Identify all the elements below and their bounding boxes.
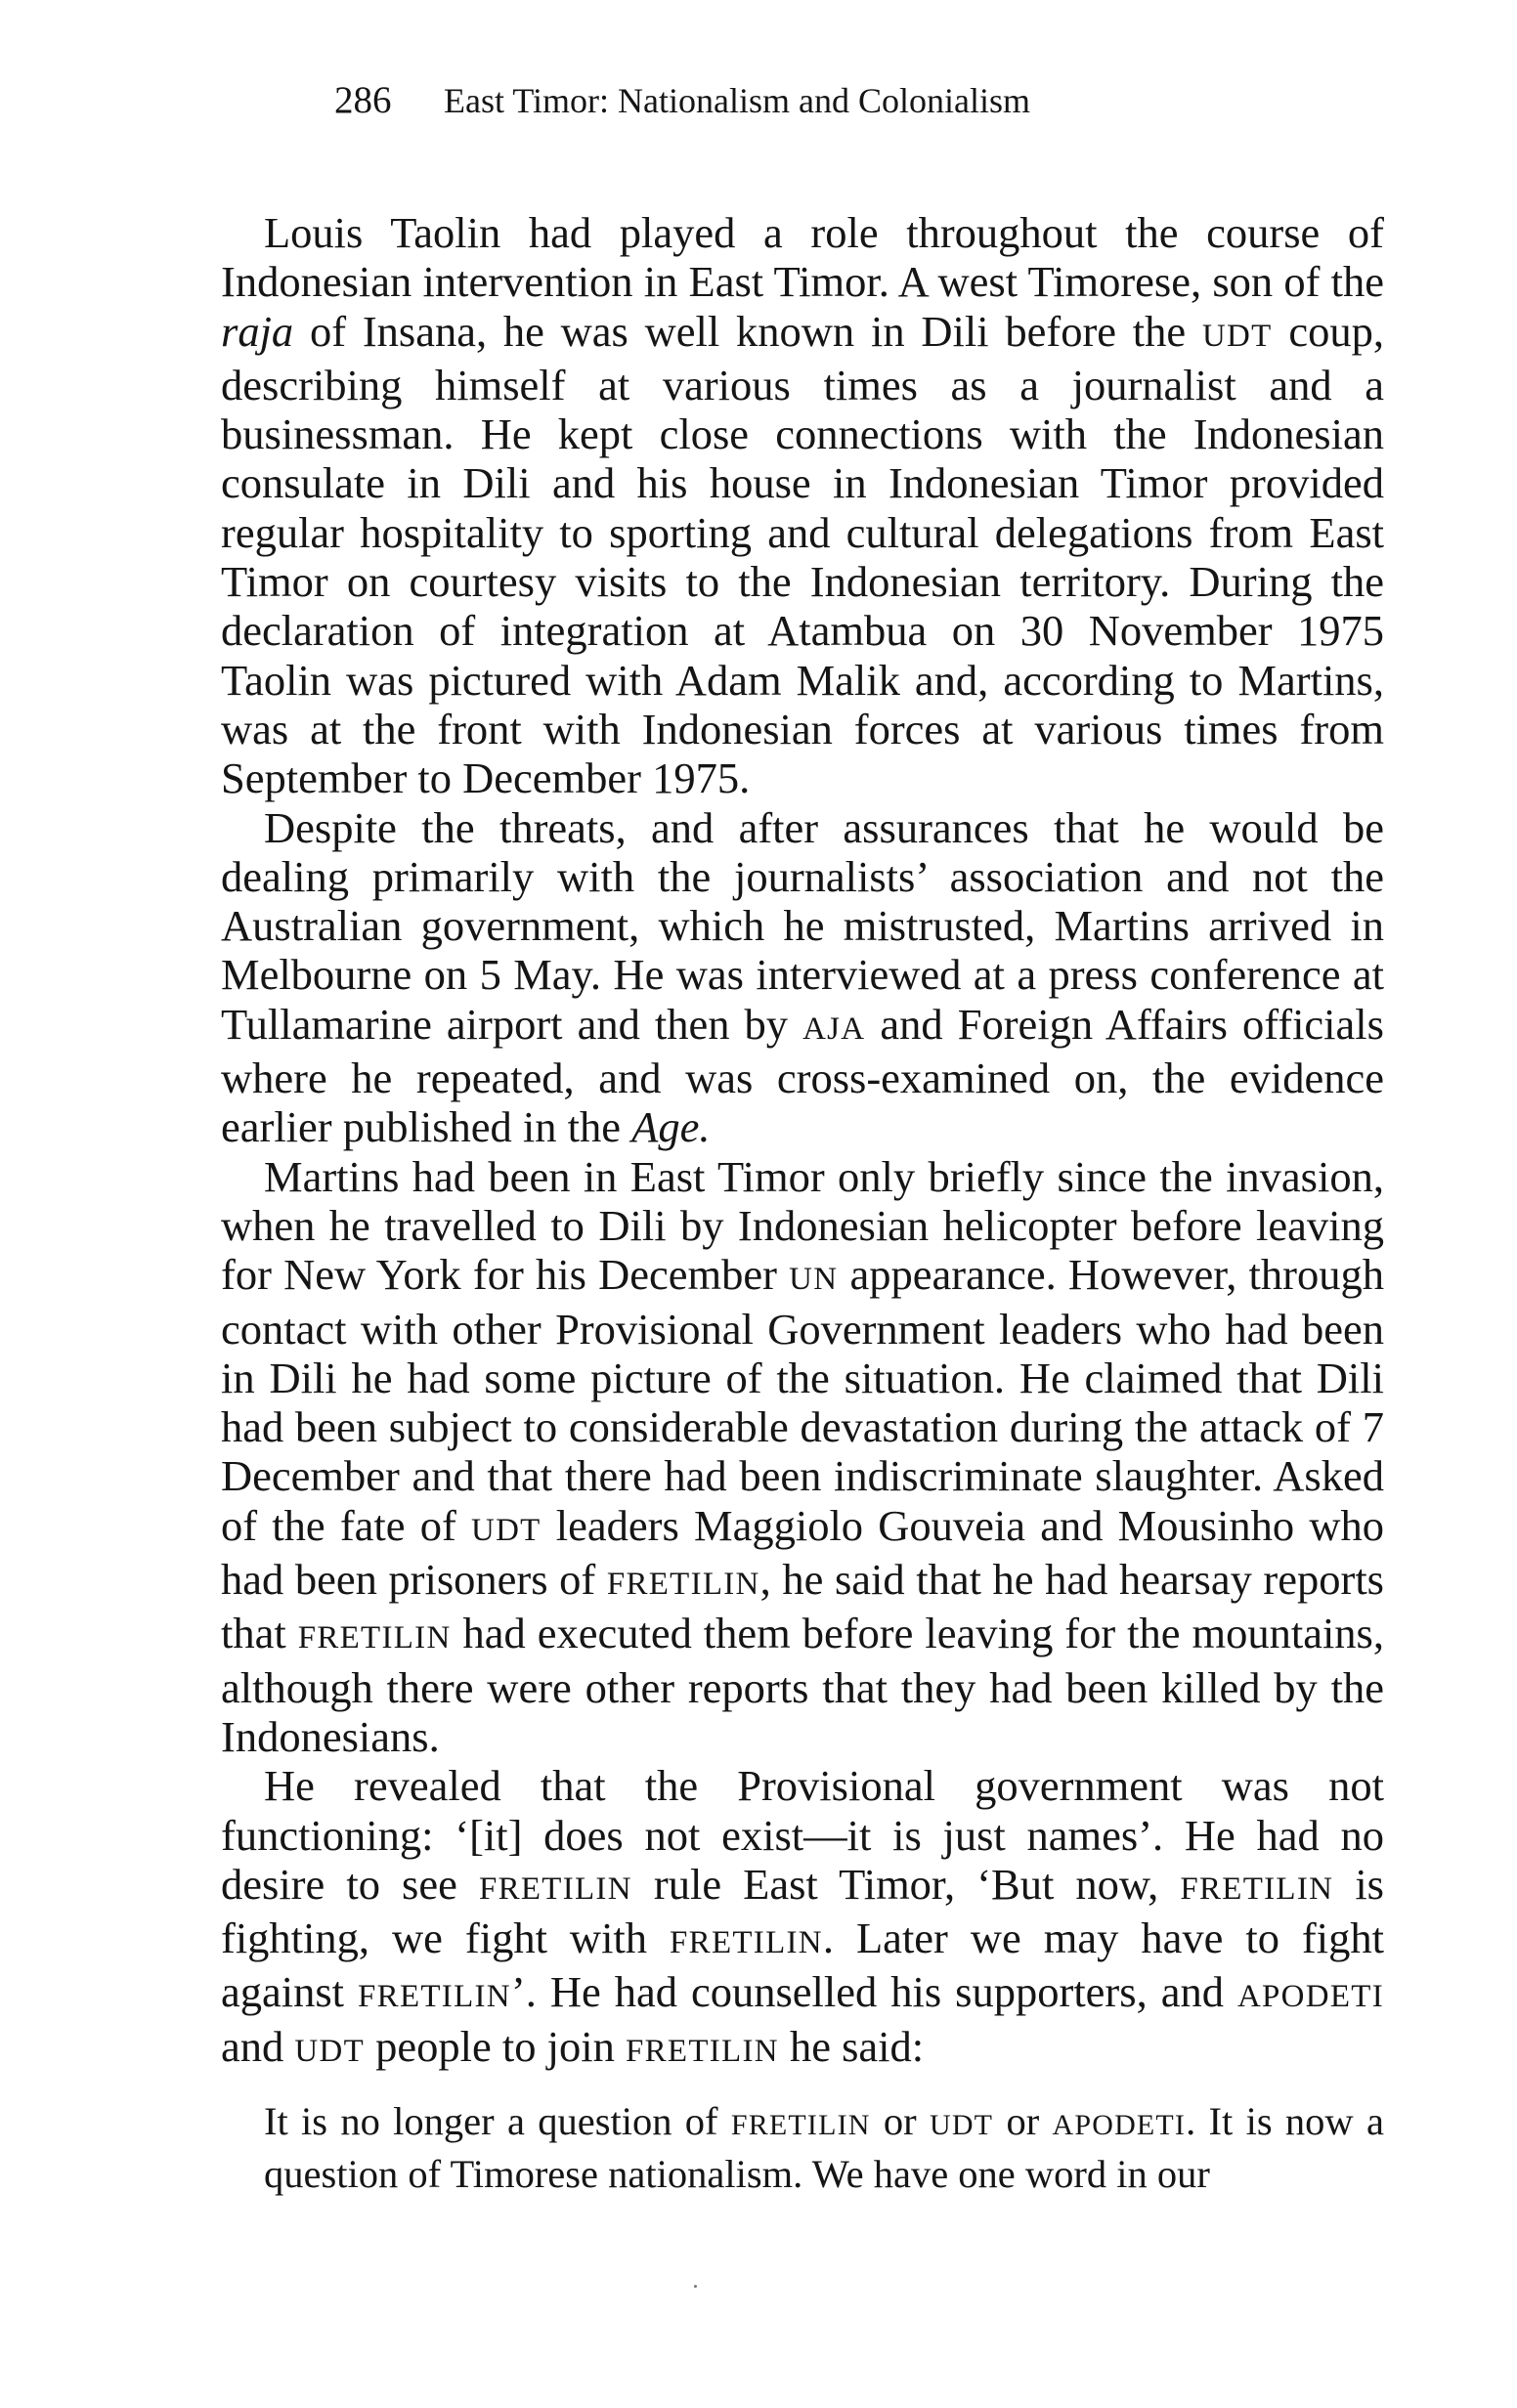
running-head — [334, 76, 1030, 125]
book-title: East Timor: Nationalism and Colonialism — [444, 81, 1031, 120]
text-run: It is no longer a question of — [264, 2098, 731, 2143]
small-caps-text: APODETI — [1236, 1979, 1384, 2015]
small-caps-text: FRETILIN — [358, 1979, 511, 2015]
italic-text: Age. — [631, 1102, 711, 1152]
small-caps-text: FRETILIN — [1180, 1870, 1334, 1907]
block-quote — [264, 2097, 1384, 2200]
italic-text: raja — [221, 306, 294, 356]
text-run: had executed them before leaving for the mountains, although there were other reports that they had been killed by the Indonesians. — [221, 1609, 1384, 1761]
small-caps-text: FRETILIN — [625, 2033, 779, 2069]
small-caps-text: UDT — [929, 2108, 994, 2141]
paragraph — [221, 208, 1384, 803]
text-run: people to join — [365, 2021, 626, 2071]
text-run: rule East Timor, ‘But now, — [631, 1859, 1181, 1909]
text-run: or — [993, 2098, 1053, 2143]
text-run: coup, describing himself at various times as a journalist and a businessman. He kept close connections with the Indonesian consulate in Dili and his house in Indonesian Timor provided regular hospitality to sporting and cultural delegations from East Timor on courtesy visits to the Indonesian territory. During the declaration of integration at Atambua on 30 November 1975 Taolin was pictured with Adam Malik and, according to Martins, was at the front with Indonesian forces at various times from September to December 1975. — [221, 306, 1384, 803]
paragraph — [221, 803, 1384, 1152]
text-run: He revealed that the Provisional government was not functioning: ‘[it] does not exist—it is just names’. He had no desire to see — [221, 1761, 1384, 1909]
paragraph — [221, 1761, 1384, 2076]
paragraph — [221, 1152, 1384, 1762]
text-run: ’. He had counselled his supporters, and — [510, 1967, 1237, 2017]
text-run: Louis Taolin had played a role throughout the course of Indonesian intervention in East Timor. A west Timorese, son of the — [221, 208, 1384, 307]
text-run: and — [221, 2021, 295, 2071]
text-run: . It is now a question of Timorese nationalism. We have one word in our — [264, 2098, 1384, 2197]
small-caps-text: UDT — [470, 1512, 542, 1548]
small-caps-text: FRETILIN — [670, 1925, 823, 1961]
text-run: . Later we may have to fight against — [221, 1914, 1384, 2017]
small-caps-text: FRETILIN — [297, 1620, 452, 1656]
text-run: is fighting, we fight with — [221, 1859, 1384, 1963]
text-run: of Insana, he was well known in Dili before the — [293, 306, 1202, 356]
text-run: or — [870, 2098, 930, 2143]
small-caps-text: UDT — [1201, 318, 1273, 354]
text-run: Martins had been in East Timor only briefly since the invasion, when he travelled to Dili by Indonesian helicopter before leaving for New York for his December — [221, 1151, 1384, 1300]
text-run: and Foreign Affairs officials where he repeated, and was cross-examined on, the evidence earlier published in the — [221, 999, 1384, 1152]
page-number: 286 — [334, 79, 392, 121]
small-caps-text: FRETILIN — [478, 1870, 632, 1907]
small-caps-text: UN — [789, 1262, 839, 1298]
text-run: appearance. However, through contact with other Provisional Government leaders who had been in Dili he had some picture of the situation. He claimed that Dili had been subject to considerable devastation during the attack of 7 December and that there had been indiscriminate slaughter. Asked of the fate of — [221, 1250, 1384, 1550]
small-caps-text: UDT — [294, 2033, 366, 2069]
small-caps-text: FRETILIN — [606, 1567, 760, 1603]
small-caps-text: APODETI — [1052, 2108, 1187, 2141]
text-run: Despite the threats, and after assurances that he would be dealing primarily with the journalists’ association and not the Australian government, which he mistrusted, Martins arrived in Melbourne on 5 May. He was interviewed at a press conference at Tullamarine airport and then by — [221, 802, 1384, 1049]
body-text — [221, 208, 1384, 2200]
small-caps-text: AJA — [802, 1010, 866, 1047]
print-speck — [694, 2285, 697, 2288]
small-caps-text: FRETILIN — [730, 2108, 871, 2141]
text-run: leaders Maggiolo Gouveia and Mousinho who had been prisoners of — [221, 1500, 1384, 1605]
text-run: , he said that he had hearsay reports that — [221, 1555, 1385, 1658]
text-run: he said: — [778, 2021, 925, 2071]
